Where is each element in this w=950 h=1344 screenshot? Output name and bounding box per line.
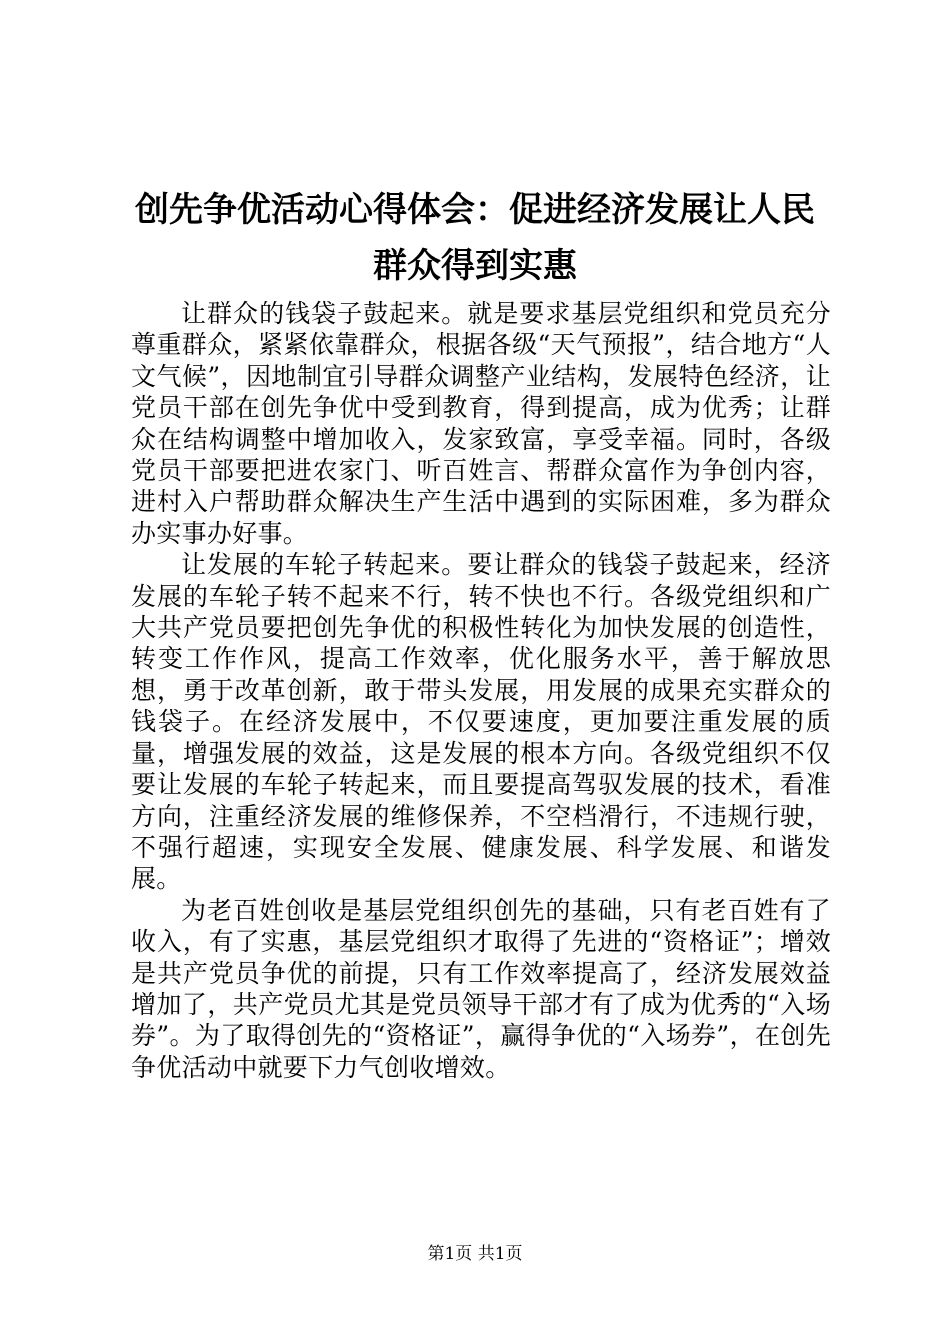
paragraph-1: 让群众的钱袋子鼓起来。就是要求基层党组织和党员充分尊重群众，紧紧依靠群众，根据各级“天气预报”，结合地方“人文气候”，因地制宜引导群众调整产业结构，发展特色经济，让党员干部在创先争优中受到教育，得到提高，成为优秀；让群众在结构调整中增加收入，发家致富，享受幸福。同时，各级党员干部要把进农家门、听百姓言、帮群众富作为争创内容，进村入户帮助群众解决生产生活中遇到的实际困难，多为群众办实事办好事。 [131, 299, 831, 548]
document-title-line-2: 群众得到实惠 [373, 246, 577, 286]
page-number-footer: 第1页 共1页 [427, 1244, 523, 1264]
document-title-line-1: 创先争优活动心得体会：促进经济发展让人民 [135, 190, 815, 230]
document-body [131, 298, 831, 1083]
paragraph-3: 为老百姓创收是基层党组织创先的基础，只有老百姓有了收入，有了实惠，基层党组织才取得了先进的“资格证”；增效是共产党员争优的前提，只有工作效率提高了，经济发展效益增加了，共产党员尤其是党员领导干部才有了成为优秀的“入场券”。为了取得创先的“资格证”，赢得争优的“入场券”，在创先争优活动中就要下力气创收增效。 [131, 895, 831, 1082]
paragraph-2: 让发展的车轮子转起来。要让群众的钱袋子鼓起来，经济发展的车轮子转不起来不行，转不快也不行。各级党组织和广大共产党员要把创先争优的积极性转化为加快发展的创造性，转变工作作风，提高工作效率，优化服务水平，善于解放思想，勇于改革创新，敢于带头发展，用发展的成果充实群众的钱袋子。在经济发展中，不仅要速度，更加要注重发展的质量，增强发展的效益，这是发展的根本方向。各级党组织不仅要让发展的车轮子转起来，而且要提高驾驭发展的技术，看准方向，注重经济发展的维修保养，不空档滑行，不违规行驶，不强行超速，实现安全发展、健康发展、科学发展、和谐发展。 [131, 550, 831, 894]
